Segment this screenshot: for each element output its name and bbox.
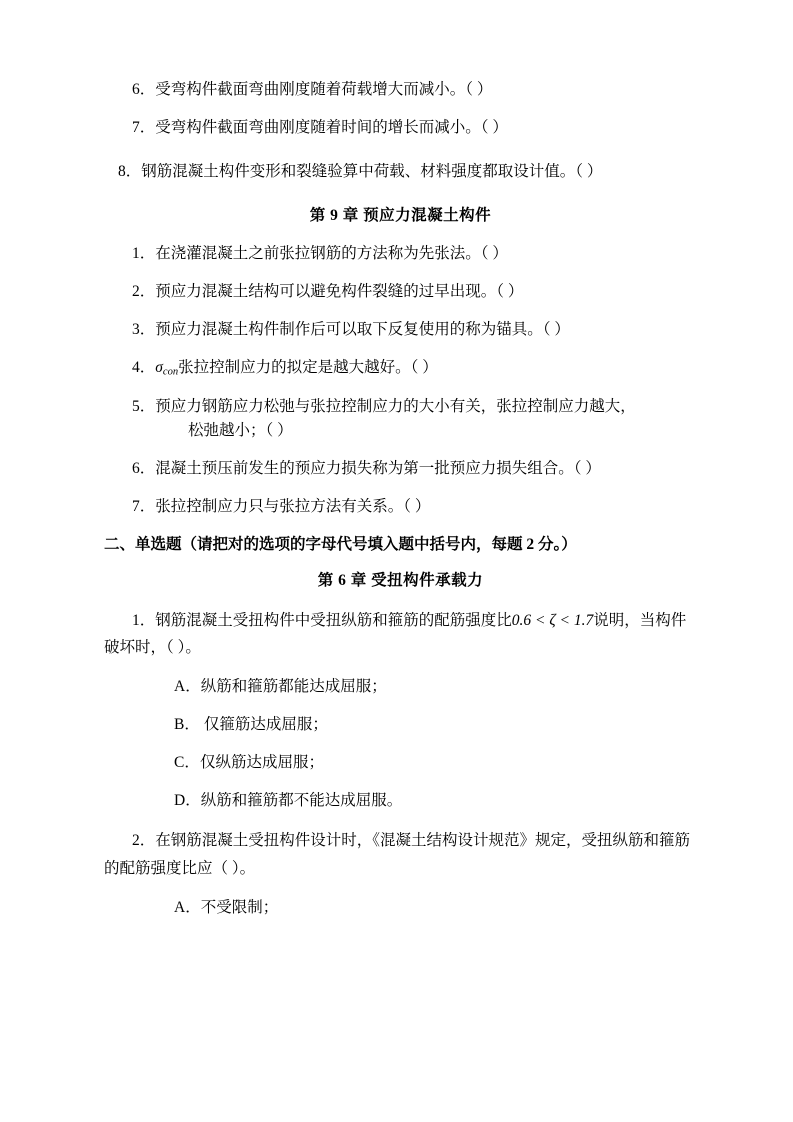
item-number: 2． [132,283,156,301]
list-item [104,395,697,443]
item-number: 7． [132,119,156,137]
list-item [104,495,697,519]
option-b [104,713,697,737]
list-item [104,160,697,184]
list-item [104,78,697,102]
question-2 [104,827,697,881]
option-d [104,789,697,813]
item-text: 张拉控制应力只与张拉方法有关系。（ ） [155,498,431,516]
option-label: D． [174,792,201,810]
item-text: 受弯构件截面弯曲刚度随着荷载增大而减小。（ ） [155,81,493,98]
list-item [104,457,697,481]
item-text: 在浇灌混凝土之前张拉钢筋的方法称为先张法。（ ） [155,245,508,263]
item-text-line2: 松弛越小；（ ） [188,422,293,440]
item-text: 预应力钢筋应力松弛与张拉控制应力的大小有关，张拉控制应力越大， [155,398,636,416]
chapter-9-heading: 第 9 章 预应力混凝土构件 [309,207,492,225]
option-label: A． [174,898,201,916]
item-text: 预应力混凝土结构可以避免构件裂缝的过早出现。（ ） [155,283,524,301]
item-number: 8． [118,163,142,181]
item-number: 4． [132,359,156,377]
item-number: 6． [132,460,156,478]
item-text: 钢筋混凝土构件变形和裂缝验算中荷载、材料强度都取设计值。（ ） [141,163,603,181]
option-c [104,751,697,775]
option-a [104,896,697,920]
question-text-part1: 在钢筋混凝土受扭构件设计时，《混凝土结构设计规范》规定，受扭纵筋和箍筋的配筋强度比应（ ）。 [104,832,691,877]
item-number: 6． [132,81,156,98]
item-text: 张拉控制应力的拟定是越大越好。（ ） [178,359,438,377]
option-text: 纵筋和箍筋都能达成屈服； [200,678,387,696]
question-number: 2． [132,832,156,850]
list-item [104,116,697,140]
option-text: 仅纵筋达成屈服； [200,754,325,772]
option-a [104,675,697,699]
document-body [104,78,697,920]
list-item [104,280,697,304]
item-text: 混凝土预压前发生的预应力损失称为第一批预应力损失组合。（ ） [155,460,601,478]
option-label: C． [174,754,200,772]
question-1 [104,607,697,661]
chapter-6-heading: 第 6 章 受扭构件承载力 [317,572,484,590]
question-text-part1: 钢筋混凝土受扭构件中受扭纵筋和箍筋的配筋强度比 [155,612,512,630]
list-item [104,242,697,266]
item-number: 7． [132,498,156,516]
sigma-con-symbol: $\sigma_{con}$ [155,359,179,378]
question-formula: 0.6 < ζ < 1.7 [511,612,594,630]
section-2-label: 二、单选题（请把对的选项的字母代号填入题中括号内，每题 2 分。） [104,536,577,554]
question-text-part2: 说明，当构件破坏时，（ ）。 [104,612,687,657]
option-text: 仅箍筋达成屈服； [200,716,328,734]
item-number: 3． [132,321,156,339]
item-number: 1． [132,245,156,263]
option-text: 不受限制； [200,898,279,916]
option-label: A． [174,678,201,696]
item-text: 受弯构件截面弯曲刚度随着时间的增长而减小。（ ） [155,119,508,137]
item-number: 5． [132,398,156,416]
question-number: 1． [132,612,156,630]
list-item [104,318,697,342]
option-label: B． [174,716,200,734]
option-text: 纵筋和箍筋都不能达成屈服。 [200,792,403,810]
list-item [104,356,697,381]
item-text: 预应力混凝土构件制作后可以取下反复使用的称为锚具。（ ） [155,321,570,339]
